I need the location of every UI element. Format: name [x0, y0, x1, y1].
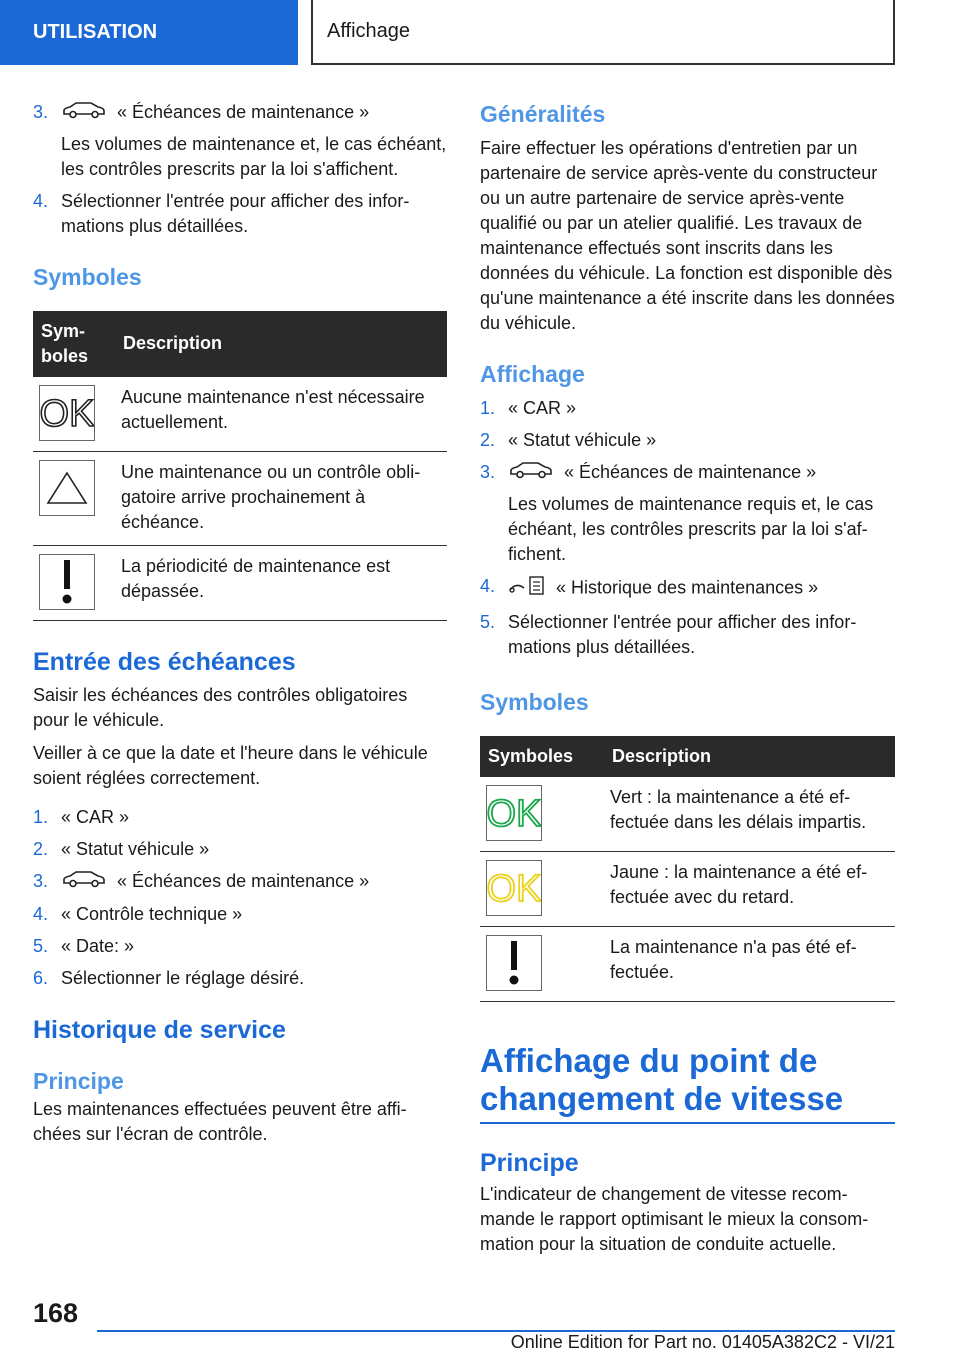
symbols-table-1: Symboles Description OK Aucune maintenance n'est nécessaire actuellement. Une maintenance ou un contrôle obligatoire arrive prochainement à échéance. La périodicité de maintenance est dépassée. — [33, 311, 447, 621]
list-item: 2. « Statut véhicule » — [33, 838, 210, 859]
entree-heading: Entrée des échéances — [33, 647, 296, 676]
affichage-heading: Affichage — [480, 361, 585, 387]
edition-label: Online Edition for Part no. 01405A382C2 - VI/21 — [510, 1332, 895, 1352]
car-icon — [508, 461, 554, 486]
ok-icon — [39, 385, 95, 441]
steps-list-2 — [33, 805, 447, 991]
car-icon — [61, 101, 107, 126]
car-icon — [61, 870, 107, 895]
historique-heading: Historique de service — [33, 1015, 286, 1044]
list-item: 5. Sélectionner l'entrée pour afficher des informations plus détaillées. — [480, 611, 857, 657]
principe-heading: Principe — [33, 1067, 124, 1094]
list-item: 3. « Échéances de maintenance » Les volumes de maintenance requis et, le cas échéant, les contrôles prescrits par la loi s'affichent. — [480, 462, 874, 564]
steps-list-1 — [33, 100, 447, 239]
table-row: La périodicité de maintenance est dépassée. — [33, 545, 447, 620]
page-number: 168 — [33, 1298, 79, 1328]
list-item: 6. Sélectionner le réglage désiré. — [33, 967, 305, 988]
table-row: Une maintenance ou un contrôle obligatoire arrive prochainement à échéance. — [33, 451, 447, 545]
svg-text:OK: OK — [487, 792, 541, 833]
ok-yellow-icon — [486, 860, 542, 916]
list-item: 1. « CAR » — [33, 806, 130, 827]
list-item: 3. « Échéances de maintenance » Les volumes de maintenance et, le cas échéant, les contrôles prescrits par la loi s'affichent. — [33, 102, 447, 179]
exclamation-icon — [486, 935, 542, 991]
list-item: 4. « Historique des maintenances » — [480, 574, 895, 603]
generalites-heading: Généralités — [480, 101, 606, 127]
svg-text:OK: OK — [40, 392, 94, 433]
list-item: 3. « Échéances de maintenance » — [33, 869, 447, 895]
left-column: 3. « Échéances de maintenance » Les volumes de maintenance et, le cas échéant, les contrôles prescrits par la loi s'affichent. 4. Sélectionner l'entrée pour afficher des informations plus détaillées. Symboles Symboles Description OK Aucune maintenance n'est nécessaire actuellement. Une maintenance ou un contrôle obligatoire arrive prochainement à échéance. La périodicité de maintenance est dépassée. Entrée des échéances Saisir les échéances des contrôles obligatoires pour le véhicule. Veiller à ce que la date et l'heure dans le véhicule soient réglées correctement. 1. « CAR » 2. « Statut véhicule » 3. « Échéances de maintenance » 4. « Contrôle technique » 5. « Date: » 6. Sélectionner le réglage désiré. Historique de service Principe Les maintenances effectuées peuvent être affichées sur l'écran de contrôle. — [33, 102, 447, 1144]
ok-green-icon — [486, 785, 542, 841]
page-title: Affichage — [311, 0, 895, 65]
list-item: 5. « Date: » — [33, 935, 135, 956]
symboles-heading: Symboles — [33, 263, 142, 290]
list-item: 1. « CAR » — [480, 398, 577, 418]
exclamation-icon — [39, 554, 95, 610]
steps-list-3 — [480, 396, 895, 660]
list-item: 4. Sélectionner l'entrée pour afficher des informations plus détaillées. — [33, 190, 410, 236]
warning-triangle-icon — [39, 460, 95, 516]
list-item: 4. « Contrôle technique » — [33, 903, 243, 924]
right-column: Généralités Faire effectuer les opérations d'entretien par un partenaire de service après-vente du constructeur ou un autre partenaire de service après-vente qualifié ou par un atelier qualifié. Les travaux de maintenance effectués sont inscrits dans les données du véhicule. La fonction est disponible dès qu'une maintenance a été inscrite dans les données du véhicule. Affichage 1. « CAR » 2. « Statut véhicule » 3. « Échéances de maintenance » Les volumes de maintenance requis et, le cas échéant, les contrôles prescrits par la loi s'affichent. 4. « Historique des maintenances » 5. Sélectionner l'entrée pour afficher des informations plus détaillées. Symboles Symboles Description OK Vert : la maintenance a été effectuée dans les délais impartis. OK Jaune : la maintenance a été effectuée avec du retard. La maintenance n'a pas été effectuée. Affichage du point de changement de vitesse Principe L'indicateur de changement de vitesse recommande le rapport optimisant le mieux la consommation pour la situation de conduite actuelle. — [480, 101, 895, 1254]
table-row: OK Aucune maintenance n'est nécessaire actuellement. — [33, 377, 447, 452]
service-history-icon — [508, 574, 546, 603]
shift-principe-heading: Principe — [480, 1148, 579, 1177]
symbols-table-2: Symboles Description OK Vert : la maintenance a été effectuée dans les délais impartis. OK Jaune : la maintenance a été effectuée avec du retard. La maintenance n'a pas été effectuée. — [480, 736, 895, 1002]
list-item: 2. « Statut véhicule » — [480, 430, 657, 450]
shift-heading: Affichage du point de changement de vitesse — [480, 1042, 895, 1124]
table-row: OK Vert : la maintenance a été effectuée dans les délais impartis. — [480, 777, 895, 852]
section-tab[interactable]: UTILISATION — [0, 0, 298, 65]
svg-text:OK: OK — [487, 867, 541, 908]
table-row: OK Jaune : la maintenance a été effectuée avec du retard. — [480, 851, 895, 926]
symboles-heading-2: Symboles — [480, 688, 589, 715]
table-row: La maintenance n'a pas été effectuée. — [480, 926, 895, 1001]
